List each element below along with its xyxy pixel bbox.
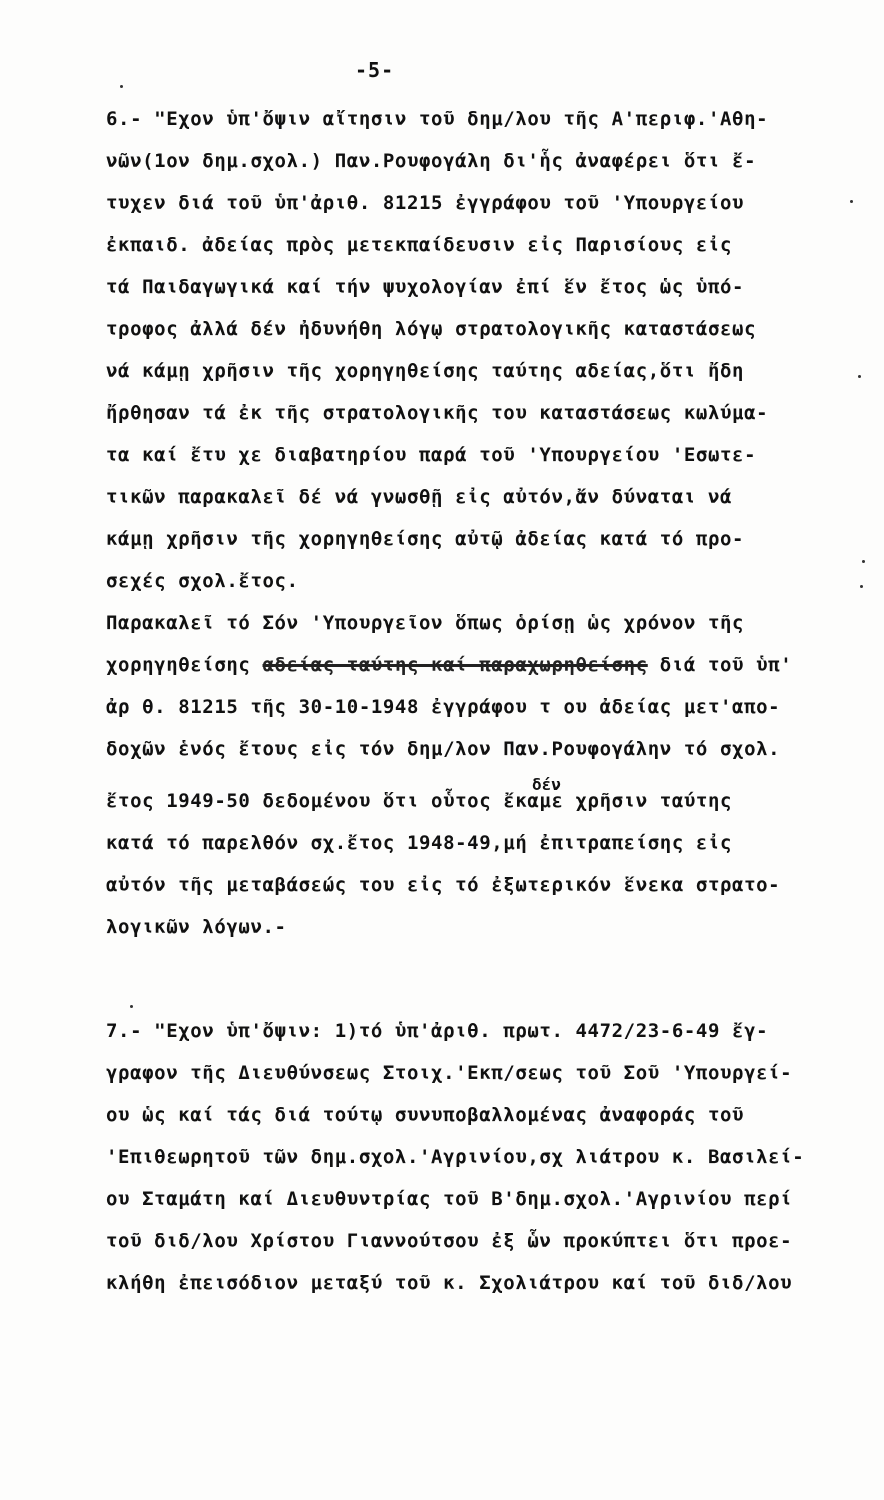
item6-line-18: αὐτόν τῆς μεταβάσεώς του εἰς τό ἐξωτερικόν ἕνεκα στρατο- xyxy=(106,874,781,896)
struck-text: αδείας ταύτης καί παραχωρηθείσης xyxy=(262,654,648,676)
item6-line-6: τροφος ἀλλά δέν ἠδυνήθη λόγῳ στρατολογικῆς καταστάσεως xyxy=(106,318,757,340)
item7-line-2: γραφον τῆς Διευθύνσεως Στοιχ.'Εκπ/σεως τοῦ Σοῦ 'Υπουργεί- xyxy=(106,1062,793,1084)
item6-line-3: τυχεν διά τοῦ ὑπ'ἀριθ. 81215 ἐγγράφου τοῦ 'Υπουργείου xyxy=(106,192,745,214)
item6-line-7: νά κάμῃ χρῆσιν τῆς χορηγηθείσης ταύτης αδείας,ὅτι ἤδη xyxy=(106,360,745,382)
item7-line-5: ου Σταμάτη καί Διευθυντρίας τοῦ Β'δημ.σχολ.'Αγρινίου περί xyxy=(106,1188,793,1210)
item6-line-2: νῶν(1ον δημ.σχολ.) Παν.Ρουφογάλη δι'ἧς ἀναφέρει ὅτι ἔ- xyxy=(106,150,757,172)
item7-line-6: τοῦ διδ/λου Χρίστου Γιαννούτσου ἐξ ὧν προκύπτει ὅτι προε- xyxy=(106,1230,793,1252)
item6-line-14: ἀρ θ. 81215 τῆς 30-10-1948 ἐγγράφου τ ου ἀδείας μετ'απο- xyxy=(106,696,781,718)
scan-speck xyxy=(862,560,865,563)
page-number: -5- xyxy=(355,58,395,82)
struck-line-after: διά τοῦ ὑπ' xyxy=(647,654,793,676)
item6-line-17: κατά τό παρελθόν σχ.ἔτος 1948-49,μή ἐπιτραπείσης εἰς xyxy=(106,832,733,854)
scan-speck xyxy=(860,585,863,588)
item6-line-8: ἤρθησαν τά ἐκ τῆς στρατολογικῆς του καταστάσεως κωλύμα- xyxy=(106,402,769,424)
item6-line-13: Παρακαλεῖ τό Σόν 'Υπουργεῖον ὅπως ὁρίσῃ ὡς χρόνον τῆς xyxy=(106,612,745,634)
item6-line-9: τα καί ἔτυ χε διαβατηρίου παρά τοῦ 'Υπουργείου 'Εσωτε- xyxy=(106,444,757,466)
item7-line-4: 'Επιθεωρητοῦ τῶν δημ.σχολ.'Αγρινίου,σχ λιάτρου κ. Βασιλεί- xyxy=(106,1146,805,1168)
item6-line-16: ἔτος 1949-50 δεδομένου ὅτι οὗτος ἔκαμε χρῆσιν ταύτης xyxy=(106,790,733,812)
item6-line-1: 6.- "Εχον ὑπ'ὄψιν αἴτησιν τοῦ δημ/λου τῆς Α'περιφ.'Αθη- xyxy=(106,108,769,130)
item6-struck-line xyxy=(106,654,792,676)
scan-speck xyxy=(130,1005,133,1008)
item6-line-10: τικῶν παρακαλεῖ δέ νά γνωσθῇ εἰς αὐτόν,ἄν δύναται νά xyxy=(106,486,733,508)
item7-line-7: κλήθη ἐπεισόδιον μεταξύ τοῦ κ. Σχολιάτρου καί τοῦ διδ/λου xyxy=(106,1272,793,1294)
item6-line-12: σεχές σχολ.ἔτος. xyxy=(106,570,299,592)
item6-line-19: λογικῶν λόγων.- xyxy=(106,916,287,938)
item7-line-1: 7.- "Εχον ὑπ'ὄψιν: 1)τό ὑπ'ἀριθ. πρωτ. 4472/23-6-49 ἔγ- xyxy=(106,1020,769,1042)
scan-speck xyxy=(120,85,123,88)
item6-line-4: ἐκπαιδ. ἀδείας πρὸς μετεκπαίδευσιν εἰς Παρισίους εἰς xyxy=(106,234,733,256)
struck-line-before: χορηγηθείσης xyxy=(106,654,263,676)
item6-line-5: τά Παιδαγωγικά καί τήν ψυχολογίαν ἐπί ἕν ἔτος ὡς ὑπό- xyxy=(106,276,745,298)
item6-line-15: δοχῶν ἑνός ἔτους εἰς τόν δημ/λον Παν.Ρουφογάλην τό σχολ. xyxy=(106,738,781,760)
item7-line-3: ου ὡς καί τάς διά τούτῳ συνυποβαλλομένας ἀναφοράς τοῦ xyxy=(106,1104,745,1126)
scan-speck xyxy=(858,375,861,378)
item6-line-11: κάμῃ χρῆσιν τῆς χορηγηθείσης αὐτῷ ἀδείας κατά τό προ- xyxy=(106,528,745,550)
scan-speck xyxy=(850,200,853,203)
handwritten-insertion: δέν xyxy=(532,775,561,794)
